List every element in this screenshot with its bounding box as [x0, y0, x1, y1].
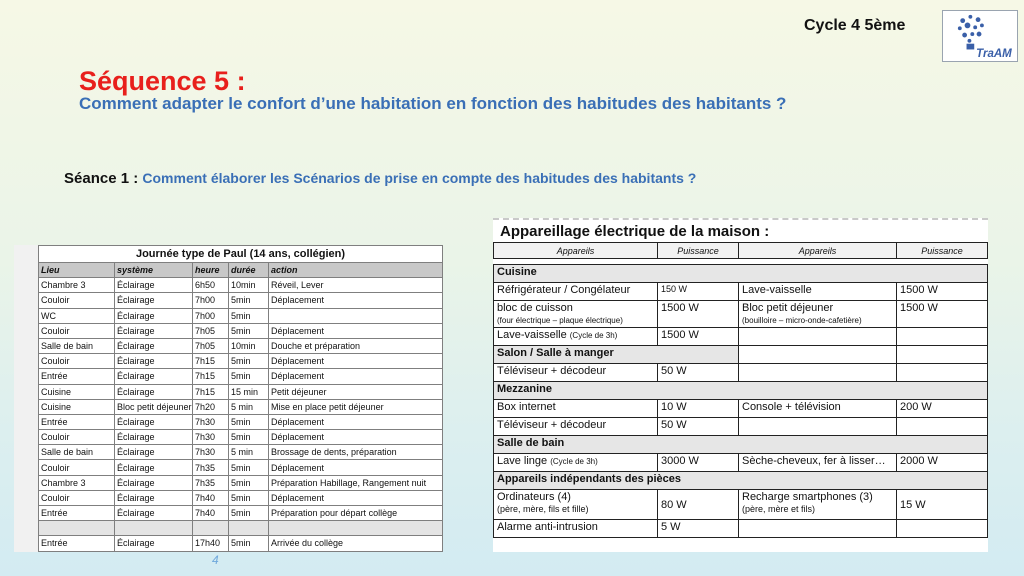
column-header: Lieu: [39, 263, 115, 278]
table-row: [494, 283, 988, 301]
table-row: [39, 384, 443, 399]
logo-text: TraAM: [976, 48, 1012, 61]
table-cell: Préparation Habillage, Rangement nuit: [269, 475, 443, 490]
table-row: [39, 308, 443, 323]
table-cell: Déplacement: [269, 490, 443, 505]
table-cell: Déplacement: [269, 323, 443, 338]
seance-label: Séance 1 :: [64, 170, 139, 187]
appliance-name: Recharge smartphones (3) (père, mère et fils): [739, 490, 897, 520]
table-cell: 7h35: [193, 460, 229, 475]
table-row: [494, 418, 988, 436]
table-row: [39, 490, 443, 505]
table-cell: Couloir: [39, 323, 115, 338]
appliance-table-title: Appareillage électrique de la maison :: [500, 223, 770, 240]
table-cell: 5min: [229, 475, 269, 490]
table-cell: 7h15: [193, 369, 229, 384]
table-cell: Couloir: [39, 430, 115, 445]
table-row: [39, 354, 443, 369]
table-row: [39, 521, 443, 536]
table-cell: Cuisine: [39, 399, 115, 414]
appliance-power: 80 W: [658, 490, 739, 520]
table-cell: 7h40: [193, 506, 229, 521]
appliance-power: 200 W: [897, 400, 988, 418]
appliance-name: Box internet: [494, 400, 658, 418]
table-row: [494, 490, 988, 520]
table-cell: 7h30: [193, 414, 229, 429]
table-row: [39, 399, 443, 414]
table-cell: 7h30: [193, 430, 229, 445]
table-row: [39, 460, 443, 475]
table-cell: 7h40: [193, 490, 229, 505]
table-cell: 5min: [229, 414, 269, 429]
table-cell: Préparation pour départ collège: [269, 506, 443, 521]
table-cell: 5min: [229, 293, 269, 308]
section-salon: Salon / Salle à manger: [494, 346, 739, 364]
table-cell: Couloir: [39, 490, 115, 505]
table-cell: [269, 308, 443, 323]
table-cell: Éclairage: [115, 369, 193, 384]
appliance-table-panel: [493, 218, 988, 552]
table-cell: 5min: [229, 430, 269, 445]
table-cell: 5min: [229, 354, 269, 369]
column-header: Appareils: [494, 243, 658, 259]
table-cell: 7h05: [193, 323, 229, 338]
table-row: [39, 414, 443, 429]
table-cell: 5min: [229, 323, 269, 338]
table-cell: 5min: [229, 490, 269, 505]
table-cell: Déplacement: [269, 354, 443, 369]
table-caption: Journée type de Paul (14 ans, collégien): [39, 246, 443, 263]
appliance-name: Lave-vaisselle (Cycle de 3h): [494, 328, 658, 346]
appliance-name: Ordinateurs (4) (père, mère, fils et fille): [494, 490, 658, 520]
table-cell: Éclairage: [115, 536, 193, 551]
table-cell: Réveil, Lever: [269, 278, 443, 293]
table-cell: 7h15: [193, 384, 229, 399]
table-cell: [269, 521, 443, 536]
table-cell: WC: [39, 308, 115, 323]
table-cell: 7h00: [193, 308, 229, 323]
table-row: [39, 475, 443, 490]
table-cell: 7h00: [193, 293, 229, 308]
table-cell: 7h20: [193, 399, 229, 414]
table-cell: 7h35: [193, 475, 229, 490]
table-cell: 15 min: [229, 384, 269, 399]
table-cell: Déplacement: [269, 430, 443, 445]
appliance-power: 1500 W: [658, 301, 739, 328]
appliance-power: 1500 W: [897, 283, 988, 301]
table-row: [494, 364, 988, 382]
table-row: [494, 301, 988, 328]
table-cell: 5 min: [229, 445, 269, 460]
appliance-table: [493, 242, 988, 538]
seance-question: Comment élaborer les Scénarios de prise en compte des habitudes des habitants ?: [142, 170, 697, 186]
appliance-name: Alarme anti-intrusion: [494, 520, 658, 538]
column-header: action: [269, 263, 443, 278]
table-cell: Petit déjeuner: [269, 384, 443, 399]
table-cell: Salle de bain: [39, 445, 115, 460]
table-cell: 5 min: [229, 399, 269, 414]
table-cell: Éclairage: [115, 475, 193, 490]
table-cell: 5min: [229, 536, 269, 551]
column-header: Puissance: [658, 243, 739, 259]
appliance-name: Console + télévision: [739, 400, 897, 418]
table-cell: Éclairage: [115, 506, 193, 521]
column-header: Puissance: [897, 243, 988, 259]
appliance-power: 15 W: [897, 490, 988, 520]
table-cell: Salle de bain: [39, 338, 115, 353]
table-cell: Déplacement: [269, 414, 443, 429]
section-mezzanine: Mezzanine: [494, 382, 988, 400]
table-cell: Éclairage: [115, 323, 193, 338]
table-cell: Entrée: [39, 414, 115, 429]
section-cuisine: Cuisine: [494, 265, 988, 283]
column-header: Appareils: [739, 243, 897, 259]
table-cell: 5min: [229, 369, 269, 384]
column-header: durée: [229, 263, 269, 278]
table-cell: [229, 521, 269, 536]
appliance-name: Réfrigérateur / Congélateur: [494, 283, 658, 301]
table-cell: Déplacement: [269, 293, 443, 308]
paul-day-table: [38, 245, 443, 552]
table-row: [494, 520, 988, 538]
table-cell: 7h15: [193, 354, 229, 369]
table-cell: 7h30: [193, 445, 229, 460]
table-row: [39, 506, 443, 521]
table-row: [39, 338, 443, 353]
appliance-name: bloc de cuisson (four électrique – plaque électrique): [494, 301, 658, 328]
appliance-name: Bloc petit déjeuner (bouilloire – micro-onde-cafetière): [739, 301, 897, 328]
table-cell: Arrivée du collège: [269, 536, 443, 551]
appliance-power: 3000 W: [658, 454, 739, 472]
table-cell: [115, 521, 193, 536]
table-cell: Chambre 3: [39, 475, 115, 490]
appliance-name: Sèche-cheveux, fer à lisser…: [739, 454, 897, 472]
table-cell: 7h05: [193, 338, 229, 353]
table-cell: Éclairage: [115, 384, 193, 399]
section-salle-de-bain: Salle de bain: [494, 436, 988, 454]
appliance-power: 150 W: [658, 283, 739, 301]
table-cell: 5min: [229, 308, 269, 323]
table-cell: Entrée: [39, 536, 115, 551]
column-header: heure: [193, 263, 229, 278]
appliance-power: 5 W: [658, 520, 739, 538]
table-cell: Cuisine: [39, 384, 115, 399]
table-header-row: [39, 263, 443, 278]
table-row: [39, 536, 443, 551]
traam-logo: [942, 10, 1018, 62]
table-cell: Mise en place petit déjeuner: [269, 399, 443, 414]
table-cell: Entrée: [39, 369, 115, 384]
paul-day-table-panel: [38, 245, 443, 552]
table-row: [494, 454, 988, 472]
appliance-name: Lave-vaisselle: [739, 283, 897, 301]
table-cell: Déplacement: [269, 369, 443, 384]
table-cell: Couloir: [39, 460, 115, 475]
table-cell: [193, 521, 229, 536]
table-cell: Déplacement: [269, 460, 443, 475]
table-cell: 10min: [229, 338, 269, 353]
table-cell: Couloir: [39, 293, 115, 308]
table-cell: Éclairage: [115, 338, 193, 353]
table-row: [39, 369, 443, 384]
table-row: [39, 430, 443, 445]
page-number: 4: [212, 553, 219, 567]
table-cell: Éclairage: [115, 460, 193, 475]
appliance-power: 50 W: [658, 418, 739, 436]
appliance-power: 50 W: [658, 364, 739, 382]
column-header: système: [115, 263, 193, 278]
table-cell: Éclairage: [115, 430, 193, 445]
appliance-name: Téléviseur + décodeur: [494, 364, 658, 382]
table-cell: Éclairage: [115, 278, 193, 293]
section-independants: Appareils indépendants des pièces: [494, 472, 988, 490]
table-row: [39, 293, 443, 308]
table-row: [39, 278, 443, 293]
appliance-name: Lave linge (Cycle de 3h): [494, 454, 658, 472]
table-cell: Éclairage: [115, 354, 193, 369]
table-cell: 5min: [229, 506, 269, 521]
appliance-power: 1500 W: [658, 328, 739, 346]
sequence-title: Séquence 5 :: [79, 66, 246, 96]
table-cell: 17h40: [193, 536, 229, 551]
table-header-row: [494, 243, 988, 259]
table-cell: Entrée: [39, 506, 115, 521]
sequence-question: Comment adapter le confort d’une habitation en fonction des habitudes des habitants ?: [79, 94, 787, 113]
appliance-power: 1500 W: [897, 301, 988, 328]
table-cell: Éclairage: [115, 293, 193, 308]
appliance-power: 10 W: [658, 400, 739, 418]
table-cell: Éclairage: [115, 445, 193, 460]
table-cell: Couloir: [39, 354, 115, 369]
appliance-name: Téléviseur + décodeur: [494, 418, 658, 436]
table-cell: 10min: [229, 278, 269, 293]
cycle-label: Cycle 4 5ème: [804, 17, 906, 34]
appliance-power: 2000 W: [897, 454, 988, 472]
left-table-margin: [14, 245, 40, 552]
seance-heading: [64, 170, 696, 187]
table-cell: Éclairage: [115, 308, 193, 323]
table-cell: 6h50: [193, 278, 229, 293]
table-cell: Douche et préparation: [269, 338, 443, 353]
table-row: [494, 400, 988, 418]
table-cell: Brossage de dents, préparation: [269, 445, 443, 460]
table-cell: Chambre 3: [39, 278, 115, 293]
table-row: [39, 323, 443, 338]
table-cell: Éclairage: [115, 490, 193, 505]
table-row: [39, 445, 443, 460]
table-cell: Bloc petit déjeuner: [115, 399, 193, 414]
table-cell: [39, 521, 115, 536]
table-cell: 5min: [229, 460, 269, 475]
table-row: [494, 328, 988, 346]
table-cell: Éclairage: [115, 414, 193, 429]
